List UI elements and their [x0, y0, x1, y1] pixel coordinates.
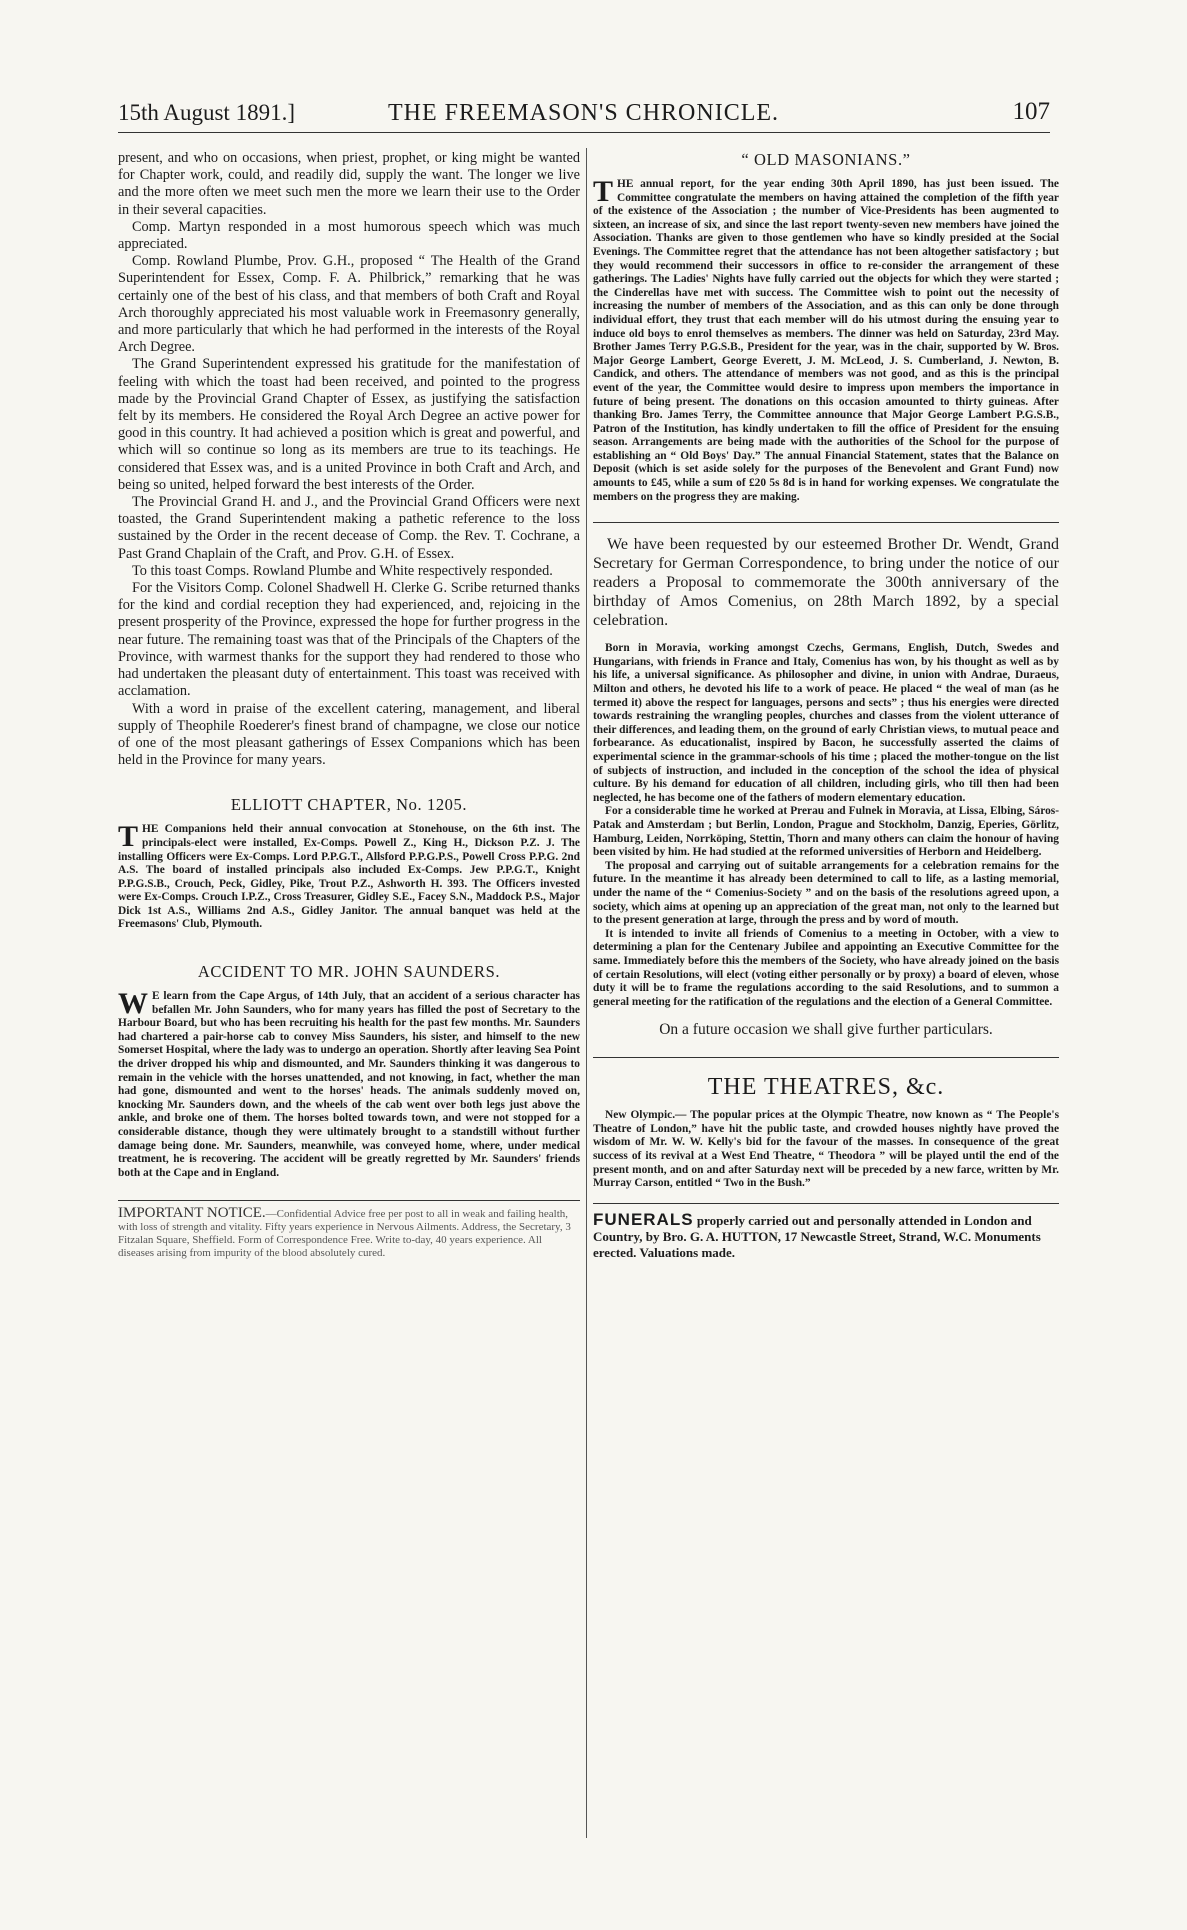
article-text: HE annual report, for the year ending 30th April 1890, has just been issued. The Committee congratulate the members on having attained the completion of the fifth year of the existence of the Association ; the number of Vice-Presidents has been augmented to sixteen, an increase of six, and since the last report twenty-seven new members have joined the Association. Thanks are given to those gentlemen who have so kindly presided at the Social Evenings. The Committee regret that the attendance has not been altogether satisfactory ; but they would recommend their successors in office to re-consider the arrangement of these gatherings. The Ladies' Nights have fully carried out the objects for which they were started ; the Cinderellas have met with success. The Committee wish to point out the necessity of increasing the number of members of the Association, and as this can only be done through individual effort, they trust that each member will do his utmost during the ensuing year to induce old boys to enrol themselves as members. The dinner was held on Saturday, 23rd May. Brother James Terry P.G.S.B., President for the year, was in the chair, supported by W. Bros. Major George Lambert, George Everett, J. M. McLeod, J. S. Cumberland, J. Newton, B. Candick, and others. The attendance of members was not good, and as this is the principal event of the year, the Committee would desire to impress upon members the importance in future of being present. The donations on this occasion amounted to thirty guineas. After thanking Bro. James Terry, the Committee announce that Major George Lambert P.G.S.B., Patron of the Institution, has kindly undertaken to fill the office of President for the ensuing season. Arrangements are being made with the authorities of the School for the purpose of establishing an “ Old Boys' Day.” The annual Financial Statement, states that the Balance on Deposit (which is set aside solely for the purposes of the Benevolent and Grant Fund) now amounts to £45, while a sum of £20 5s 8d is in hand for working expenses. We congratulate the members on the progress they are making.	[593, 178, 1059, 503]
theatres-article	[593, 1109, 1059, 1191]
old-masonians-heading: “ OLD MASONIANS.”	[741, 150, 911, 169]
comenius-closing: On a future occasion we shall give further particulars.	[659, 1021, 993, 1039]
comenius-lead	[593, 535, 1059, 630]
elliott-chapter-heading: ELLIOTT CHAPTER, No. 1205.	[230, 795, 468, 815]
accident-article	[118, 987, 580, 1180]
comenius-article	[593, 642, 1059, 1009]
theatres-heading: THE THEATRES, &c.	[707, 1074, 945, 1101]
article-paragraph: For a considerable time he worked at Prerau and Fulnek in Moravia, at Lissa, Elbing, Sáros-Patak and Amsterdam ; but Berlin, London, Prague and Stockholm, Danzig, Eperies, Görlitz, Hamburg, Leiden, Norrköping, Stettin, Thorn and many others can claim the honour of having been visited by him. He had studied at the reformed universities of Herborn and Heidelberg.	[593, 805, 1059, 859]
article-paragraph: Born in Moravia, working amongst Czechs, Germans, English, Dutch, Swedes and Hungarians, with friends in France and Italy, Comenius has won, by his thought as well as by his life, a universal significance. As philosopher and divine, in union with Andrae, Duraeus, Milton and others, he devoted his life to a work of peace. He placed “ the weal of man (as he termed it) above the respect for languages, persons and sects” ; thus his energies were directed towards restraining the wrangling peoples, churches and classes from the violent utterance of their differences, and leading them, on the ground of early Christian views, to mutual peace and forbearance. As educationalist, inspired by Bacon, he successfully asserted the claims of experimental science in the grammar-schools of his time ; placed the mother-tongue on the list of subjects of instruction, and included in the conception of the school the idea of physical culture. By his demand for education of all children, including girls, who till then had been neglected, he has become one of the fathers of modern elementary education.	[593, 642, 1059, 804]
lead-paragraph: We have been requested by our esteemed Brother Dr. Wendt, Grand Secretary for German Correspondence, to bring under the notice of our readers a Proposal to commemorate the 300th anniversary of the birthday of Amos Comenius, on 28th March 1892, by a special celebration.	[593, 536, 1059, 630]
drop-cap: T	[593, 175, 614, 208]
old-masonians-article	[593, 175, 1059, 504]
report-paragraph: To this toast Comps. Rowland Plumbe and White respectively responded.	[132, 562, 553, 579]
report-paragraph: The Provincial Grand H. and J., and the Provincial Grand Officers were next toasted, the Grand Superintendent making a pathetic reference to the loss sustained by the Order in the recent decease of Comp. the Rev. T. Cochrane, a Past Grand Chaplain of the Craft, and Prov. G.H. of Essex.	[118, 494, 580, 562]
elliott-chapter-article	[118, 820, 580, 932]
publication-title: THE FREEMASON'S CHRONICLE.	[388, 100, 780, 126]
report-paragraph: The Grand Superintendent expressed his gratitude for the manifestation of feeling with which the toast had been received, and pointed to the progress made by the Provincial Grand Chapter of Essex, as justifying the satisfaction felt by its members. He considered the Royal Arch Degree an active power for good in this country. It had achieved a position which is great and powerful, and which will so continue so long as its members are true to its teachings. He considered that Essex was, and is a united Province in both Craft and Arch, and being so united, helped forward the best interests of the Order.	[118, 356, 580, 493]
article-paragraph: It is intended to invite all friends of Comenius to a meeting in October, with a view to determining a plan for the Centenary Jubilee and appointing an Executive Committee for the same. Immediately before this the members of the Society, who have already joined on the basis of certain Resolutions, will elect (voting either personally or by proxy) a board of eleven, whose duty it will be to frame the regulations according to the said Resolutions, and to summon a general meeting for the ratification of the regulations and the election of a General Committee.	[593, 927, 1059, 1008]
report-paragraph: Comp. Martyn responded in a most humorous speech which was much appreciated.	[118, 218, 580, 253]
article-text: New Olympic.— The popular prices at the Olympic Theatre, now known as “ The People's Theatre of London,” have hit the public taste, and crowded houses nightly have proved the wisdom of Mr. W. W. Kelly's bid for the favour of the masses. In consequence of the great success of its revival at a West End Theatre, “ Theodora ” will be played until the end of the present month, and on and after Saturday next will be preceded by a new farce, written by Mr. Murray Carson, entitled “ Two in the Bush.”	[593, 1109, 1059, 1190]
report-paragraph: Comp. Rowland Plumbe, Prov. G.H., proposed “ The Health of the Grand Superintendent for Essex, Comp. F. A. Philbrick,” remarking that he was certainly one of the best of his class, and that members of both Craft and Royal Arch thoroughly appreciated his most valuable work in Freemasonry generally, and more particularly that which he had performed in the interests of the Royal Arch Degree.	[118, 253, 580, 356]
report-paragraph: present, and who on occasions, when priest, prophet, or king might be wanted for Chapter work, could, and readily did, supply the want. The longer we live and the more often we meet such men the more we learn their use to the Order in their several capacities.	[118, 150, 580, 218]
important-notice	[118, 1207, 580, 1259]
ad-lead: FUNERALS	[593, 1209, 694, 1229]
page-number: 107	[1012, 98, 1050, 125]
right-column	[593, 150, 1059, 1261]
report-paragraph: For the Visitors Comp. Colonel Shadwell H. Clerke G. Scribe returned thanks for the kind and cordial reception they had experienced, and, rejoicing in the present prosperity of the Province, expressed the hope for further progress in the near future. The remaining toast was that of the Principals of the Chapters of the Province, with warmest thanks for the support they had rendered to those who had undertaken the pleasant duty of entertainment. This toast was received with acclamation.	[118, 580, 580, 700]
chapter-report	[118, 150, 580, 769]
drop-cap: W	[118, 987, 148, 1021]
masthead	[118, 96, 1050, 133]
left-column	[118, 150, 580, 1260]
drop-cap: T	[118, 820, 139, 854]
article-text: E learn from the Cape Argus, of 14th July, that an accident of a serious character has befallen Mr. John Saunders, who for many years has filled the post of Secretary to the Harbour Board, but who has been recruiting his health for the past few months. Mr. Saunders had chartered a pair-horse cab to convey Miss Saunders, his sister, and himself to the new Somerset Hospital, where the lady was to undergo an operation. Shortly after leaving Sea Point the driver dropped his whip and dismounted, and Mr. Saunders thinking it was dangerous to remain in the vehicle with the horses unattended, and not knowing, in fact, whether the man had gone, dismounted and went to the horses' heads. The animals suddenly moved on, knocking Mr. Saunders down, and the wheels of the cab went over both legs just above the ankle, and broke one of them. The horses bolted towards town, and were not stopped for a considerable distance, though they were ultimately brought to a standstill without further damage being done. Mr. Saunders, meanwhile, was conveyed home, where, under medical treatment, he is recovering. The accident will be greatly regretted by Mr. Saunders' friends both at the Cape and in England.	[118, 990, 580, 1179]
notice-text: —Confidential Advice free per post to all in weak and failing health, with loss of strength and vitality. Fifty years experience in Nervous Ailments. Address, the Secretary, 3 Fitzalan Square, Sheffield. Form of Correspondence Free. Write to-day, 40 years experience. All diseases arising from impurity of the blood absolutely cured.	[118, 1208, 571, 1259]
article-paragraph: The proposal and carrying out of suitable arrangements for a celebration remains for the future. In the meantime it has already been determined to call to life, as a lasting memorial, under the name of the “ Comenius-Society ” and on the basis of the resolutions agreed upon, a society, which aims at opening up an appreciation of the great man, not only to the learned but to the present generation at large, through the press and by word of mouth.	[593, 859, 1059, 927]
column-divider	[586, 148, 587, 1838]
issue-date: 15th August 1891.]	[118, 100, 295, 125]
article-text: HE Companions held their annual convocation at Stonehouse, on the 6th inst. The principals-elect were installed, Ex-Comps. Powell Z., King H., Dickson P.Z. J. The installing Officers were Ex-Comps. Lord P.P.G.T., Allsford P.P.G.P.S., Powell Cross P.P.G. 2nd A.S. The board of installed principals also included Ex-Comps. Jew P.P.G.T., Knight P.P.G.S.B., Crouch, Peck, Gidley, Pike, Trout P.Z., Ashworth H. 393. The Officers invested were Ex-Comps. Crouch I.P.Z., Cross Treasurer, Gidley S.E., Facey S.N., Maddock P.S., Major Dick 1st A.S., Williams 2nd A.S., Gidley Janitor. The annual banquet was held at the Freemasons' Club, Plymouth.	[118, 823, 580, 931]
notice-label: IMPORTANT NOTICE.	[118, 1205, 266, 1222]
funerals-advertisement	[593, 1209, 1059, 1261]
accident-heading: ACCIDENT TO MR. JOHN SAUNDERS.	[197, 962, 501, 982]
ad-text: properly carried out and personally attended in London and Country, by Bro. G. A. HUTTON, 17 Newcastle Street, Strand, W.C. Monuments erected. Valuations made.	[593, 1212, 1041, 1260]
report-paragraph: With a word in praise of the excellent catering, management, and liberal supply of Theophile Roederer's finest brand of champagne, we close our notice of one of the most pleasant gatherings of Essex Companions which has been held in the Province for many years.	[118, 700, 580, 769]
